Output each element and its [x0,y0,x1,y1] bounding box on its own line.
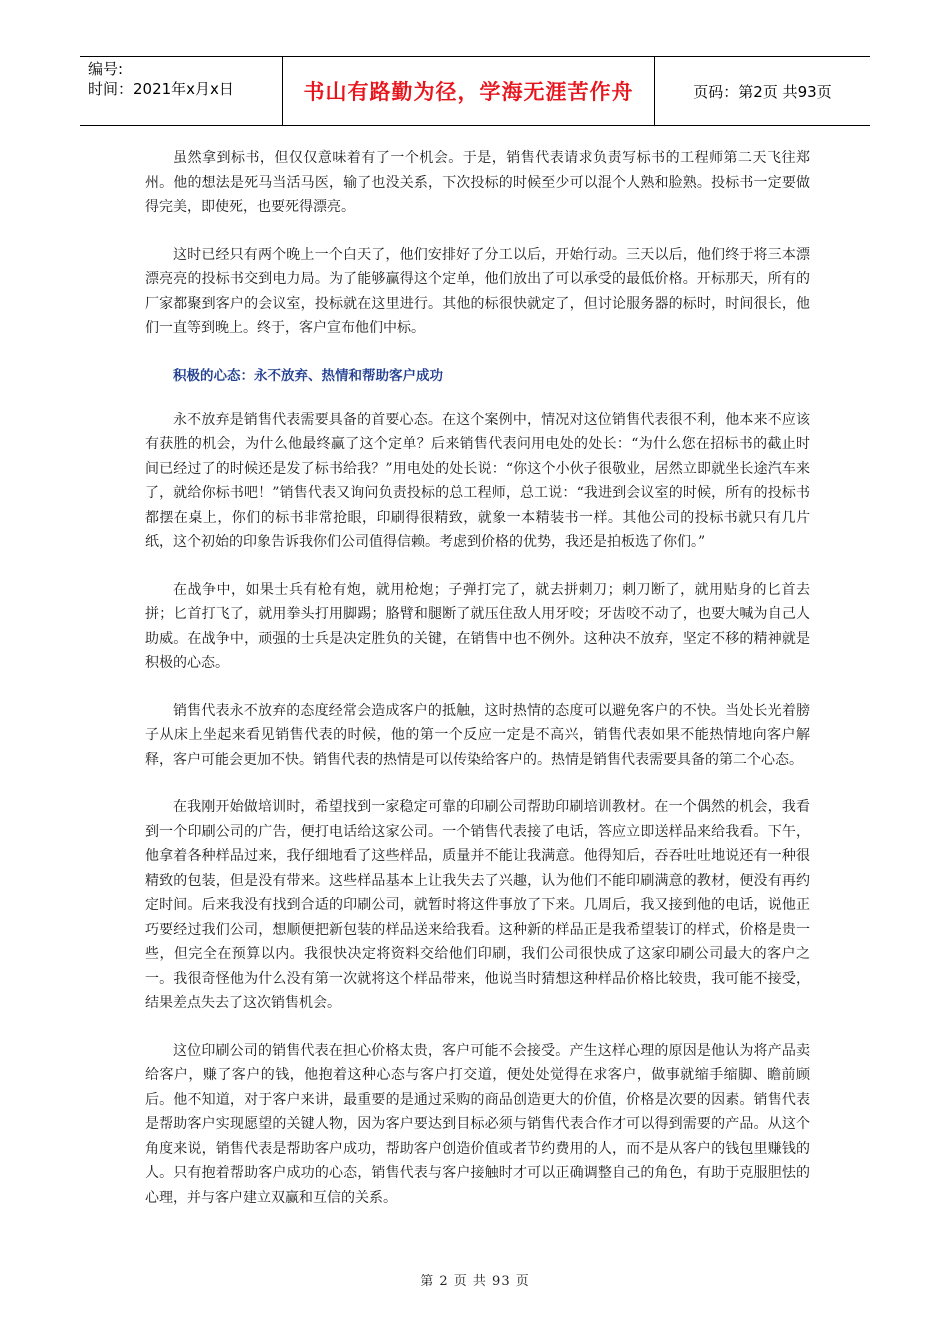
header-motto: 书山有路勤为径，学海无涯苦作舟 [303,80,634,104]
document-date-label: 时间：2021年x月x日 [88,80,234,98]
paragraph: 这位印刷公司的销售代表在担心价格太贵，客户可能不会接受。产生这样心理的原因是他认为将产品卖给客户，赚了客户的钱，他抱着这种心态与客户打交道，便处处觉得在求客户，做事就缩手缩脚、瞻前顾后。他不知道，对于客户来讲，最重要的是通过采购的商品创造更大的价值，价格是次要的因素。销售代表是帮助客户实现愿望的关键人物，因为客户要达到目标必须与销售代表合作才可以得到需要的产品。从这个角度来说，销售代表是帮助客户成功，帮助客户创造价值或者节约费用的人，而不是从客户的钱包里赚钱的人。只有抱着帮助客户成功的心态，销售代表与客户接触时才可以正确调整自己的角色，有助于克服胆怯的心理，并与客户建立双赢和互信的关系。 [145,1042,810,1206]
document-body [145,146,810,1233]
paragraph: 在我刚开始做培训时，希望找到一家稳定可靠的印刷公司帮助印刷培训教材。在一个偶然的机会，我看到一个印刷公司的广告，便打电话给这家公司。一个销售代表接了电话，答应立即送样品来给我看。下午，他拿着各种样品过来，我仔细地看了这些样品，质量并不能让我满意。他得知后，吞吞吐吐地说还有一种很精致的包装，但是没有带来。这些样品基本上让我失去了兴趣，认为他们不能印刷满意的教材，便没有再约定时间。后来我没有找到合适的印刷公司，就暂时将这件事放了下来。几周后，我又接到他的电话，说他正巧要经过我们公司，想顺便把新包装的样品送来给我看。这种新的样品正是我希望装订的样式，价格是贵一些，但完全在预算以内。我很快决定将资料交给他们印刷，我们公司很快成了这家印刷公司最大的客户之一。我很奇怪他为什么没有第一次就将这个样品带来，他说当时猜想这种样品价格比较贵，我可能不接受，结果差点失去了这次销售机会。 [145,799,810,1011]
paragraph: 永不放弃是销售代表需要具备的首要心态。在这个案例中，情况对这位销售代表很不利，他本来不应该有获胜的机会，为什么他最终赢了这个定单？后来销售代表问用电处的处长：“为什么您在招标书的截止时间已经过了的时候还是发了标书给我？”用电处的处长说：“你这个小伙子很敬业，居然立即就坐长途汽车来了，就给你标书吧！”销售代表又询问负责投标的总工程师，总工说：“我进到会议室的时候，所有的投标书都摆在桌上，你们的标书非常抢眼，印刷得很精致，就象一本精装书一样。其他公司的投标书就只有几片纸，这个初始的印象告诉我你们公司值得信赖。考虑到价格的优势，我还是拍板选了你们。” [145,411,810,550]
paragraph: 销售代表永不放弃的态度经常会造成客户的抵触，这时热情的态度可以避免客户的不快。当处长光着膀子从床上坐起来看见销售代表的时候，他的第一个反应一定是不高兴，销售代表如果不能热情地向客户解释，客户可能会更加不快。销售代表的热情是可以传染给客户的。热情是销售代表需要具备的第二个心态。 [145,702,810,768]
paragraph: 这时已经只有两个晚上一个白天了，他们安排好了分工以后，开始行动。三天以后，他们终于将三本漂漂亮亮的投标书交到电力局。为了能够赢得这个定单，他们放出了可以承受的最低价格。开标那天，所有的厂家都聚到客户的会议室，投标就在这里进行。其他的标很快就定了，但讨论服务器的标时，时间很长，他们一直等到晚上。终于，客户宣布他们中标。 [145,246,810,336]
paragraph: 在战争中，如果士兵有枪有炮，就用枪炮；子弹打完了，就去拼刺刀；刺刀断了，就用贴身的匕首去拼；匕首打飞了，就用拳头打用脚踢；胳臂和腿断了就压住敌人用牙咬；牙齿咬不动了，也要大喊为自己人助威。在战争中，顽强的士兵是决定胜负的关键，在销售中也不例外。这种决不放弃，坚定不移的精神就是积极的心态。 [145,581,810,671]
page-footer: 第 2 页 共 93 页 [420,1274,530,1289]
header-page-info: 页码：第2页 共93页 [693,82,832,101]
page-header [80,56,870,126]
document-number-label: 编号: [88,60,124,78]
section-heading: 积极的心态：永不放弃、热情和帮助客户成功 [173,367,443,384]
paragraph: 虽然拿到标书，但仅仅意味着有了一个机会。于是，销售代表请求负责写标书的工程师第二天飞往郑州。他的想法是死马当活马医，输了也没关系，下次投标的时候至少可以混个人熟和脸熟。投标书一定要做得完美，即使死，也要死得漂亮。 [145,150,810,215]
header-meta [88,59,274,99]
